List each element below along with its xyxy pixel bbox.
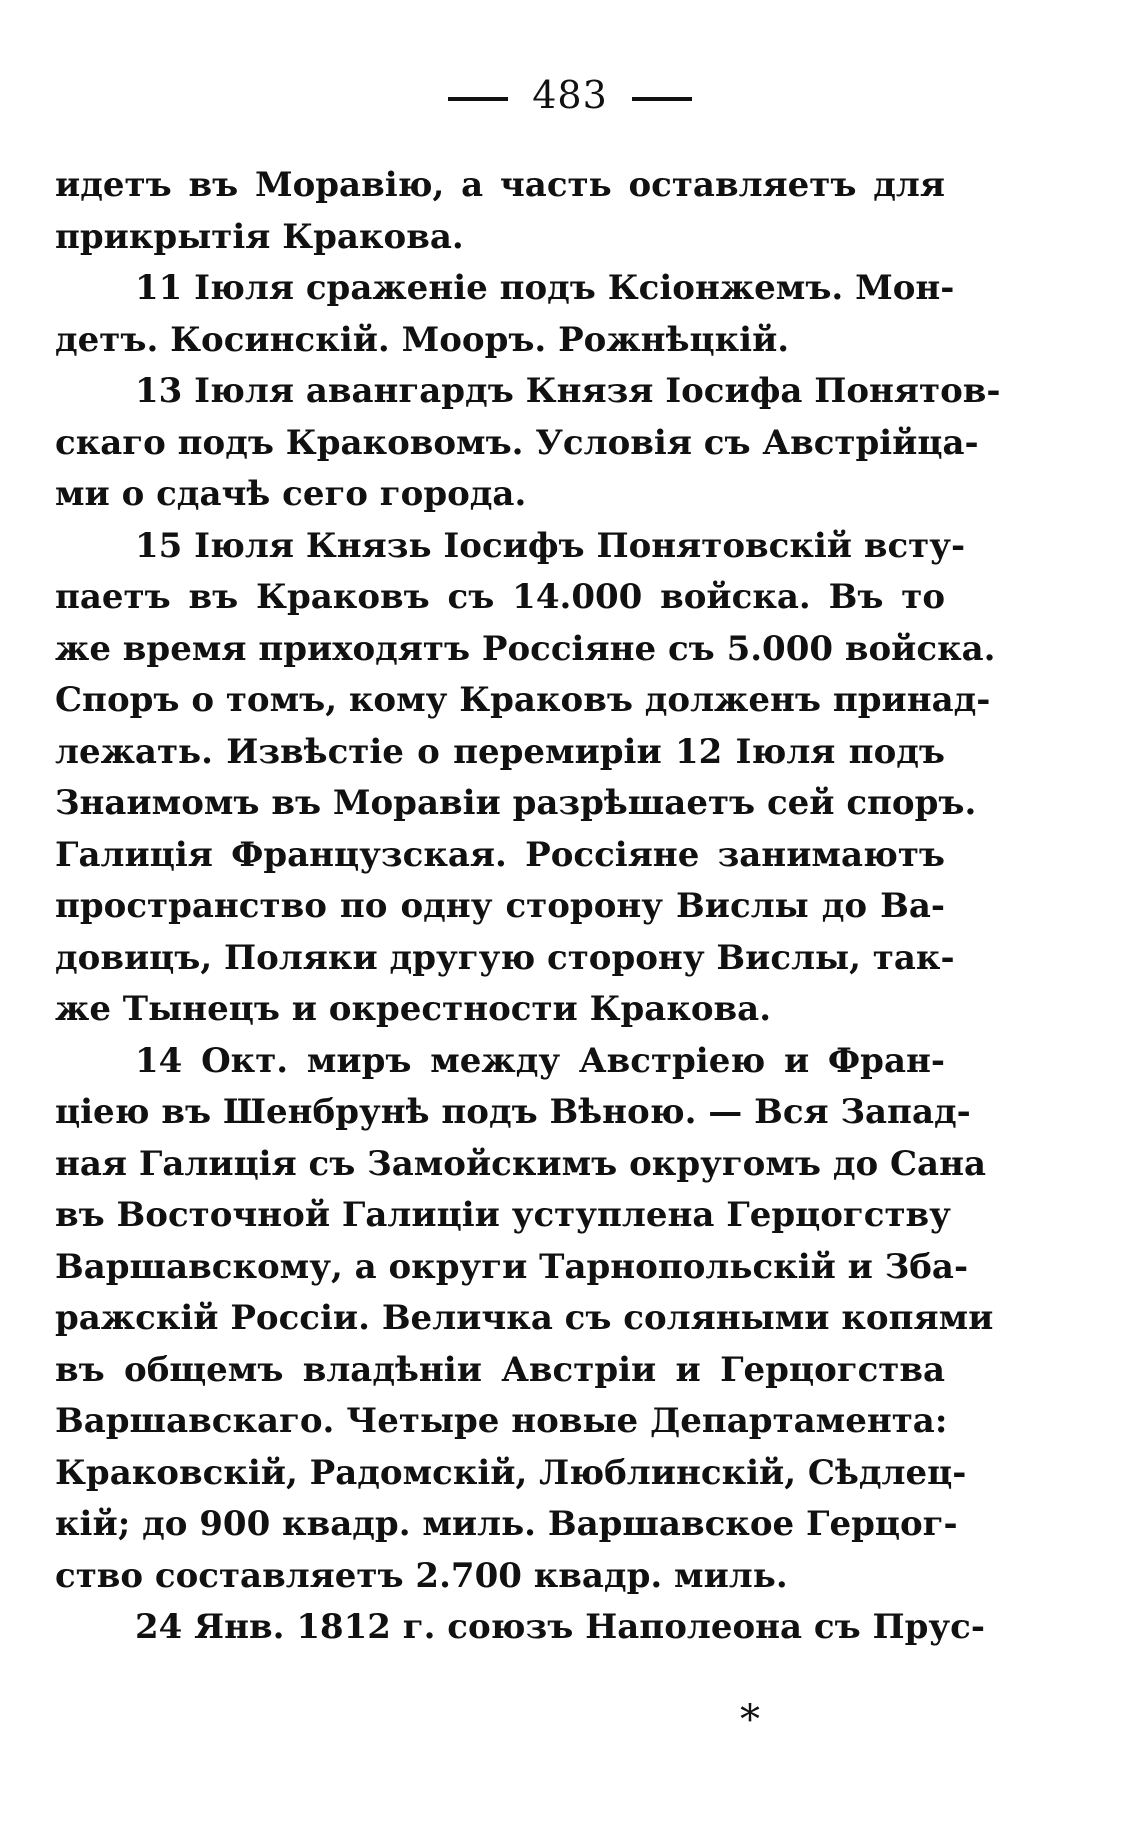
text-line: 24 Янв. 1812 г. союзъ Наполеона съ Прус- — [135, 1607, 985, 1647]
text-line: прикрытія Кракова. — [55, 216, 464, 257]
body-text — [55, 160, 1001, 1654]
text-line: Варшавскаго. Четыре новые Департамента: — [55, 1401, 948, 1441]
text-line: Знаимомъ въ Моравіи разрѣшаетъ сей споръ. — [55, 783, 977, 823]
text-line: ми о сдачѣ сего города. — [55, 474, 527, 514]
text-line: Варшавскому, а округи Тарнопольскій и Зба- — [55, 1246, 969, 1287]
text-line: лежать. Извѣстіе о перемиріи 12 Іюля подъ — [55, 731, 945, 772]
text-line: 11 Іюля сраженіе подъ Ксіонжемъ. Мон- — [135, 268, 955, 308]
text-line: Краковскій, Радомскій, Люблинскій, Сѣдлец- — [55, 1452, 967, 1493]
text-line: довицъ, Поляки другую сторону Вислы, так- — [55, 937, 955, 978]
text-line: кій; до 900 квадр. миль. Варшавское Герцог- — [55, 1504, 958, 1544]
text-line: 14 Окт. миръ между Австріею и Фран- — [135, 1040, 945, 1081]
text-line: ціею въ Шенбрунѣ подъ Вѣною. — Вся Запад- — [55, 1092, 971, 1132]
text-line: въ общемъ владѣніи Австріи и Герцогства — [55, 1349, 945, 1390]
text-line: 15 Іюля Князь Іосифъ Понятовскій всту- — [135, 525, 966, 566]
signature-mark: * — [740, 1697, 760, 1743]
header-dash-right — [632, 97, 692, 101]
text-line: скаго подъ Краковомъ. Условія съ Австрійца- — [55, 422, 979, 463]
text-line: же Тынецъ и окрестности Кракова. — [55, 989, 772, 1029]
text-line: ражскій Россіи. Величка съ соляными копями — [55, 1298, 994, 1338]
text-line: Галиція Французская. Россіяне занимаютъ — [55, 834, 945, 875]
text-line: 13 Іюля авангардъ Князя Іосифа Понятов- — [135, 371, 1001, 411]
text-line: пространство по одну сторону Вислы до Ва- — [55, 886, 945, 926]
text-line: ная Галиція съ Замойскимъ округомъ до Сана — [55, 1143, 986, 1184]
text-line: Споръ о томъ, кому Краковъ долженъ принад- — [55, 680, 991, 720]
text-line: ство составляетъ 2.700 квадр. миль. — [55, 1555, 788, 1596]
text-line: же время приходятъ Россіяне съ 5.000 войска. — [55, 628, 996, 669]
text-line: въ Восточной Галиціи уступлена Герцогству — [55, 1195, 951, 1235]
text-line: идетъ въ Моравію, а часть оставляетъ для — [55, 165, 945, 205]
text-line: детъ. Косинскій. Мооръ. Рожнѣцкій. — [55, 319, 790, 360]
header-dash-left — [448, 97, 508, 101]
text-line: паетъ въ Краковъ съ 14.000 войска. Въ то — [55, 577, 945, 617]
page-number: 483 — [532, 73, 608, 117]
page-header — [0, 70, 1140, 120]
